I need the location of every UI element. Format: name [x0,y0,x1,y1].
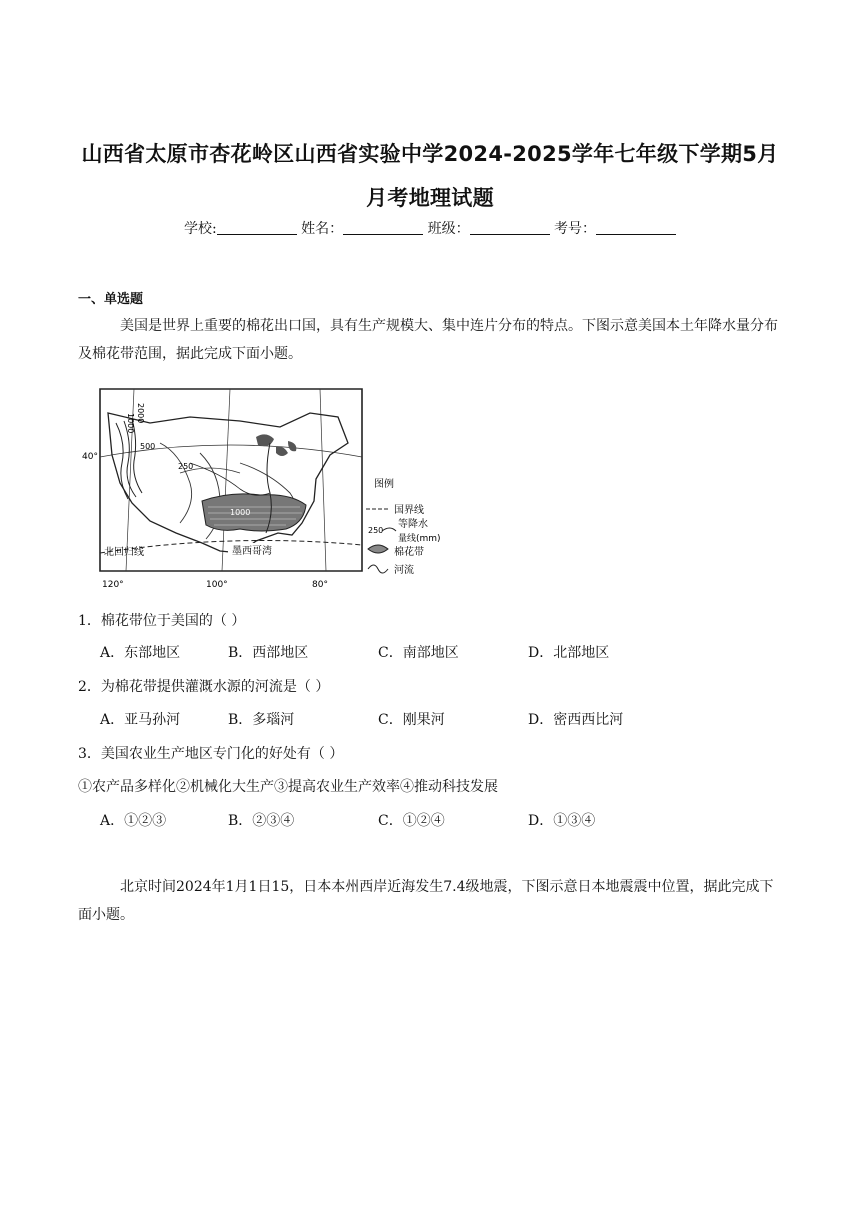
q3-option-a[interactable]: A．①②③ [100,813,167,829]
contour-label-500: 500 [140,442,156,451]
intro-paragraph-1: 美国是世界上重要的棉花出口国，具有生产规模大、集中连片分布的特点。下图示意美国本土年降水量分布及棉花带范围，据此完成下面小题。 [78,318,778,362]
name-label: 姓名： [301,221,344,237]
school-field[interactable] [217,220,297,235]
longitude-label-100: 100° [206,580,228,590]
exam-no-label: 考号： [554,221,597,237]
us-precipitation-map [80,383,460,593]
q2-option-c[interactable]: C．刚果河 [378,712,445,728]
q1-option-b[interactable]: B．西部地区 [228,645,309,661]
legend-cotton-belt: 棉花带 [394,547,424,558]
legend-river: 河流 [394,565,414,576]
q3-option-d[interactable]: D．①③④ [528,813,596,829]
question-3-statements: ①农产品多样化②机械化大生产③提高农业生产效率④推动科技发展 [78,779,498,795]
contour-label-250: 250 [178,462,194,471]
page-title-line2: 月考地理试题 [366,186,494,210]
gulf-of-mexico-label: 墨西哥湾 [232,546,272,557]
contour-label-1000: 1000 [126,413,135,434]
section-heading: 一、单选题 [78,292,144,307]
school-label: 学校: [183,221,217,237]
class-label: 班级： [427,221,470,237]
question-2-stem: 2．为棉花带提供灌溉水源的河流是（ ） [78,679,330,695]
q3-option-b[interactable]: B．②③④ [228,813,295,829]
q1-option-a[interactable]: A．东部地区 [100,645,181,661]
question-1-stem: 1．棉花带位于美国的（ ） [78,613,246,629]
legend-title: 图例 [374,479,394,490]
q2-option-d[interactable]: D．密西西比河 [528,712,624,728]
q2-option-b[interactable]: B．多瑙河 [228,712,295,728]
q1-option-d[interactable]: D．北部地区 [528,645,610,661]
q3-option-c[interactable]: C．①②④ [378,813,445,829]
class-field[interactable] [470,220,550,235]
legend-border: 国界线 [394,505,424,516]
map-legend [366,477,441,576]
page-title: 山西省太原市杏花岭区山西省实验中学2024-2025学年七年级下学期5月 [81,142,779,166]
q2-option-a[interactable]: A．亚马孙河 [100,712,181,728]
longitude-label-80: 80° [312,580,328,590]
intro-paragraph-2: 北京时间2024年1月1日15，日本本州西岸近海发生7.4级地震，下图示意日本地震震中位置，据此完成下面小题。 [78,879,774,923]
contour-label-2000: 2000 [136,403,145,424]
student-info-line [0,218,860,238]
longitude-label-120: 120° [102,580,124,590]
q1-option-c[interactable]: C．南部地区 [378,645,459,661]
name-field[interactable] [343,220,423,235]
legend-isohyet: 等降水 [398,519,428,530]
legend-isohyet-unit: 量线(mm) [398,534,441,544]
legend-number: 250 [368,526,384,535]
exam-no-field[interactable] [596,220,676,235]
contour-label-1000-b: 1000 [230,508,251,517]
question-3-stem: 3．美国农业生产地区专门化的好处有（ ） [78,746,344,762]
latitude-label: 40° [82,452,98,462]
tropic-label: 北回归线 [104,547,144,558]
